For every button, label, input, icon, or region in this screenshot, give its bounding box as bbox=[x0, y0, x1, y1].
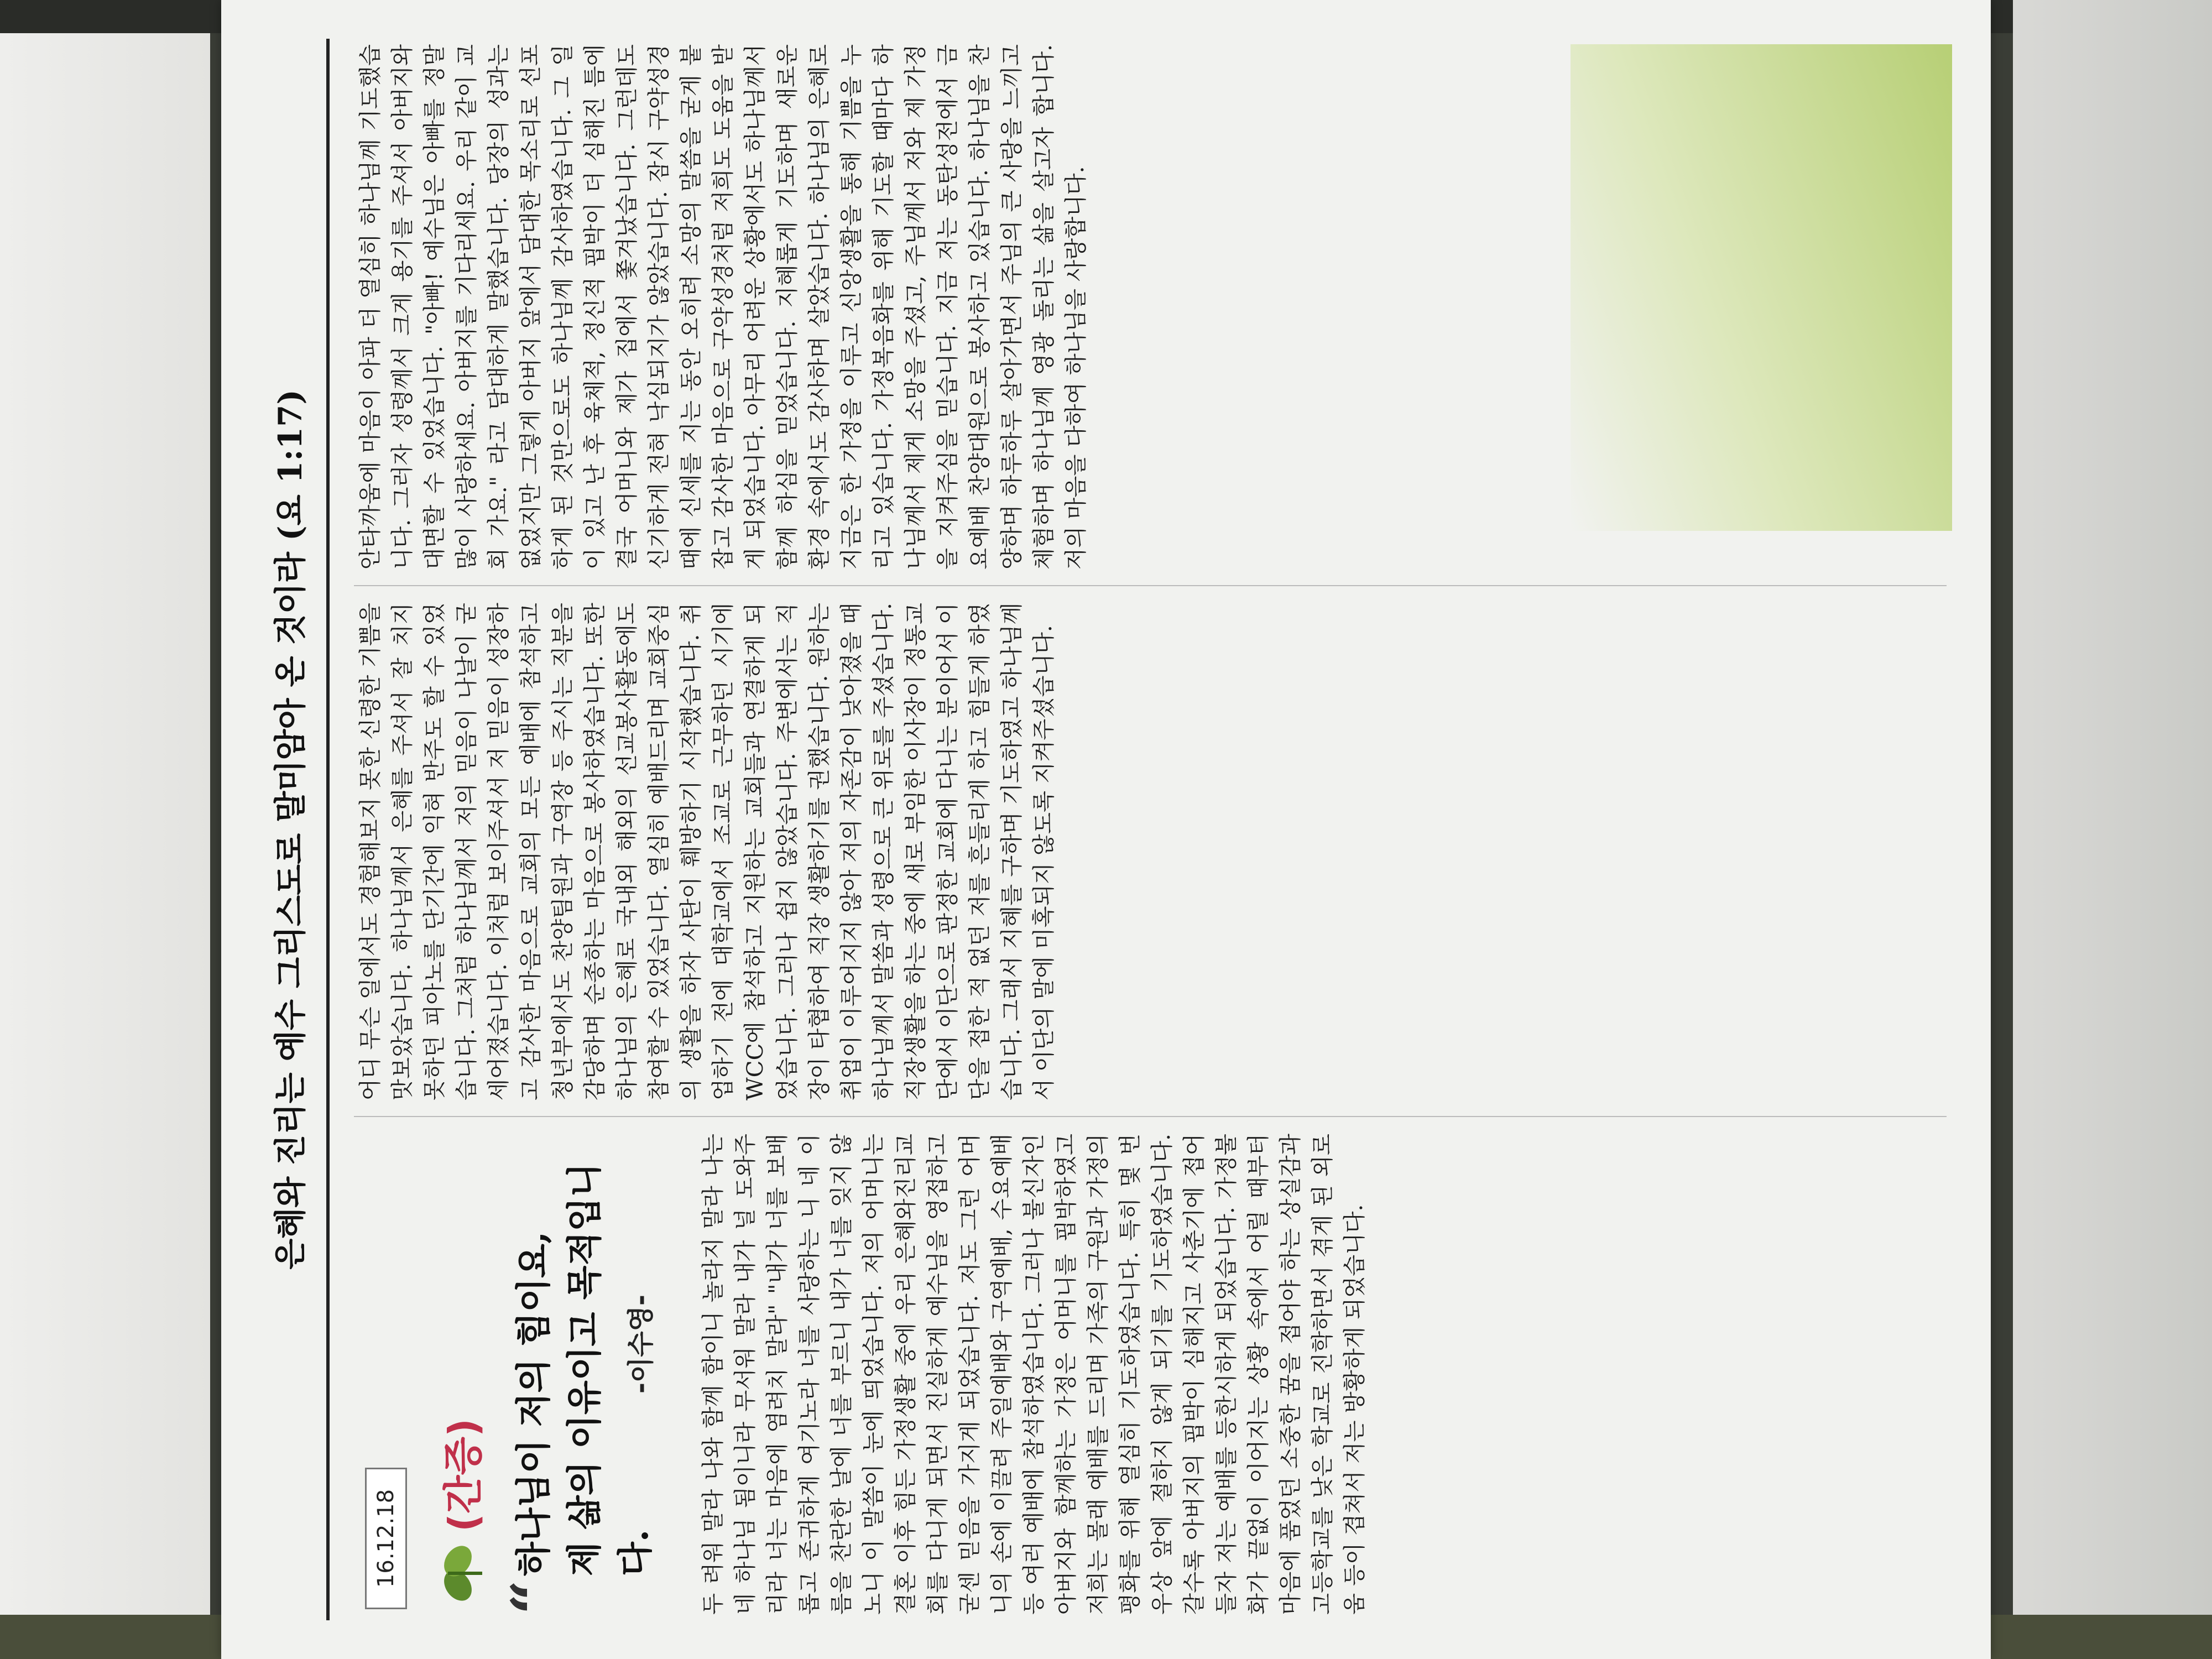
column-3-text: 안타까움에 마음이 아파 더 열심히 하나님께 기도했습니다. 그러자 성령께서 크게 용기를 주셔서 아버지와 대면할 수 있었습니다. "아빠! 예수님은 아빠를 정말 많이 사랑하세요. 아버지를 기다리세요. 우리 같이 교회 가요." 라고 담대하게 말했습니다. 당장의 성과는 없었지만 그렇게 아버지 앞에서 담대한 목소리로 선포하게 된 것만으로도 하나님께 감사하였습니다. 그 일이 있고 난 후 육체적, 정신적 핍박이 더 심해진 틈에 결국 어머니와 제가 집에서 쫓겨났습니다. 그런데도 신기하게 전혀 낙심되지가 않았습니다. 잠시 구약성경 때에 신세를 지는 동안 오히려 소망의 말씀을 굳게 붙잡고 감사한 마음으로 구약성경처럼 저희도 도움을 받게 되었습니다. 아무리 어려운 상황에서도 하나님께서 함께 하심을 믿었습니다. 지혜롭게 기도하며 새로운 환경 속에서도 감사하며 살았습니다. 하나님의 은혜로 지금은 한 가정을 이루고 신앙생활을 통해 기쁨을 누리고 있습니다. 가정복음화를 위해 기도할 때마다 하나님께서 제게 소망을 주셨고, 주님께서 저와 제 가정을 지켜주심을 믿습니다. 지금 저는 동탄성전에서 금요예배 찬양대원으로 봉사하고 있습니다. 하나님을 찬양하며 하루하루 살아가면서 주님의 큰 사랑을 느끼고 체험하며 하나님께 영광 돌리는 삶을 살고자 합니다. 저의 마음을 다하여 하나님을 사랑합니다. bbox=[357, 44, 1089, 570]
desk-surface-left bbox=[0, 0, 210, 1659]
green-leaf-icon bbox=[426, 1540, 487, 1606]
article-column-2 bbox=[354, 603, 1958, 1100]
article-author: -이수영- bbox=[625, 1295, 656, 1394]
article-column-1 bbox=[697, 1134, 1958, 1615]
column-2-text: 어디 무슨 일에서도 경험해보지 못한 신령한 기쁨을 맛보았습니다. 하나님께서 은혜를 주셔서 잘 치지 못하던 피아노를 단기간에 익혀 반주도 할 수 있었습니다. 그처럼 하나님께서 저의 믿음이 나날이 굳세어졌습니다. 이처럼 보이주셔서 저 믿음이 성장하고 감사한 마음으로 교회의 모든 예배에 참석하고 청년부에서도 찬양팀원과 구역장 등 주시는 직분을 감당하며 순종하는 마음으로 봉사하였습니다. 또한 하나님의 은혜로 국내외 해외의 선교봉사활동에도 참여할 수 있었습니다. 열심히 예배드리며 교회중심의 생활을 하자 사탄이 훼방하기 시작했습니다. 취업하기 전에 대학교에서 조교로 근무하던 시기에 WCC에 참석하고 지원하는 교회들과 연결하게 되었습니다. 그러나 쉽지 않았습니다. 주변에서는 직장이 타협하여 직장 생활하기를 권했습니다. 원하는 취업이 이루어지지 않아 저의 자존감이 낮아졌을 때 하나님께서 말씀과 성령으로 큰 위로를 주셨습니다. 직장생활을 하는 중에 새로 부임한 이사장이 정통교단에서 이단으로 판정한 교회에 다니는 분이어서 이단을 접한 적 없던 저를 흔들리게 하고 힘들게 하였습니다. 그래서 지혜를 구하며 기도하였고 하나님께서 이단의 말에 미혹되지 않도록 지켜주셨습니다. bbox=[357, 603, 1057, 1100]
issue-date: 16.12.18 bbox=[365, 1468, 407, 1609]
section-label: (간증) bbox=[440, 1418, 487, 1532]
page-banner: 은혜와 진리는 예수 그리스도로 말미암아 온 것이라 (요 1:17) bbox=[272, 389, 309, 1270]
article-column-3 bbox=[354, 44, 1958, 570]
background-right bbox=[2013, 0, 2212, 1659]
quote-mark: “ bbox=[498, 1579, 569, 1615]
column-1-text: 두 려워 말라 나와 함께 함이니 놀라지 말라 나는 네 하나님 됨이니라 무서워 말라 내가 널 도와주리라 너는 마음에 염려치 말라" "내가 너를 보배롭고 존귀하게 여기노라 너를 사랑하는 니 네 이름을 찬란한 날에 너를 부르니 내가 너를 잊지 않노니 이 말씀이 눈에 띄었습니다. 저의 어머니는 결혼 이후 힘든 가정생활 중에 우리 은혜와진리교회를 다니게 되면서 진실하게 예수님을 영접하고 굳센 믿음을 가지게 되었습니다. 저도 그런 어머니의 손에 이끌려 주일예배와 구역예배, 수요예배 등 여러 예배에 참석하였습니다. 그러나 불신자인 아버지와 함께하는 가정은 어머니를 핍박하였고 저희는 몰래 예배를 드리며 가족의 구원과 가정의 평화를 위해 열심히 기도하였습니다. 특히 몇 번 우상 앞에 절하지 않게 되기를 기도하였습니다. 갈수록 아버지의 핍박이 심해지고 사춘기에 접어들자 저는 예배를 등한시하게 되었습니다. 가정불화가 끝없이 이어지는 상황 속에서 어릴 때부터 마음에 품었던 소중한 꿈을 접어야 하는 상실감과 고등학교를 낮은 학교로 진학하면서 겪게 된 외로움 등이 겹쳐서 저는 방황하게 되었습니다. bbox=[700, 1134, 1368, 1615]
column-divider bbox=[354, 585, 1947, 586]
newspaper-page bbox=[221, 0, 1991, 1659]
headline-line-1: 하나님이 저의 힘이요, bbox=[513, 1231, 555, 1576]
column-divider bbox=[354, 1116, 1947, 1117]
headline-line-2: 제 삶의 이유이고 목적입니다. bbox=[564, 1163, 656, 1576]
banner-rule bbox=[326, 39, 330, 1620]
